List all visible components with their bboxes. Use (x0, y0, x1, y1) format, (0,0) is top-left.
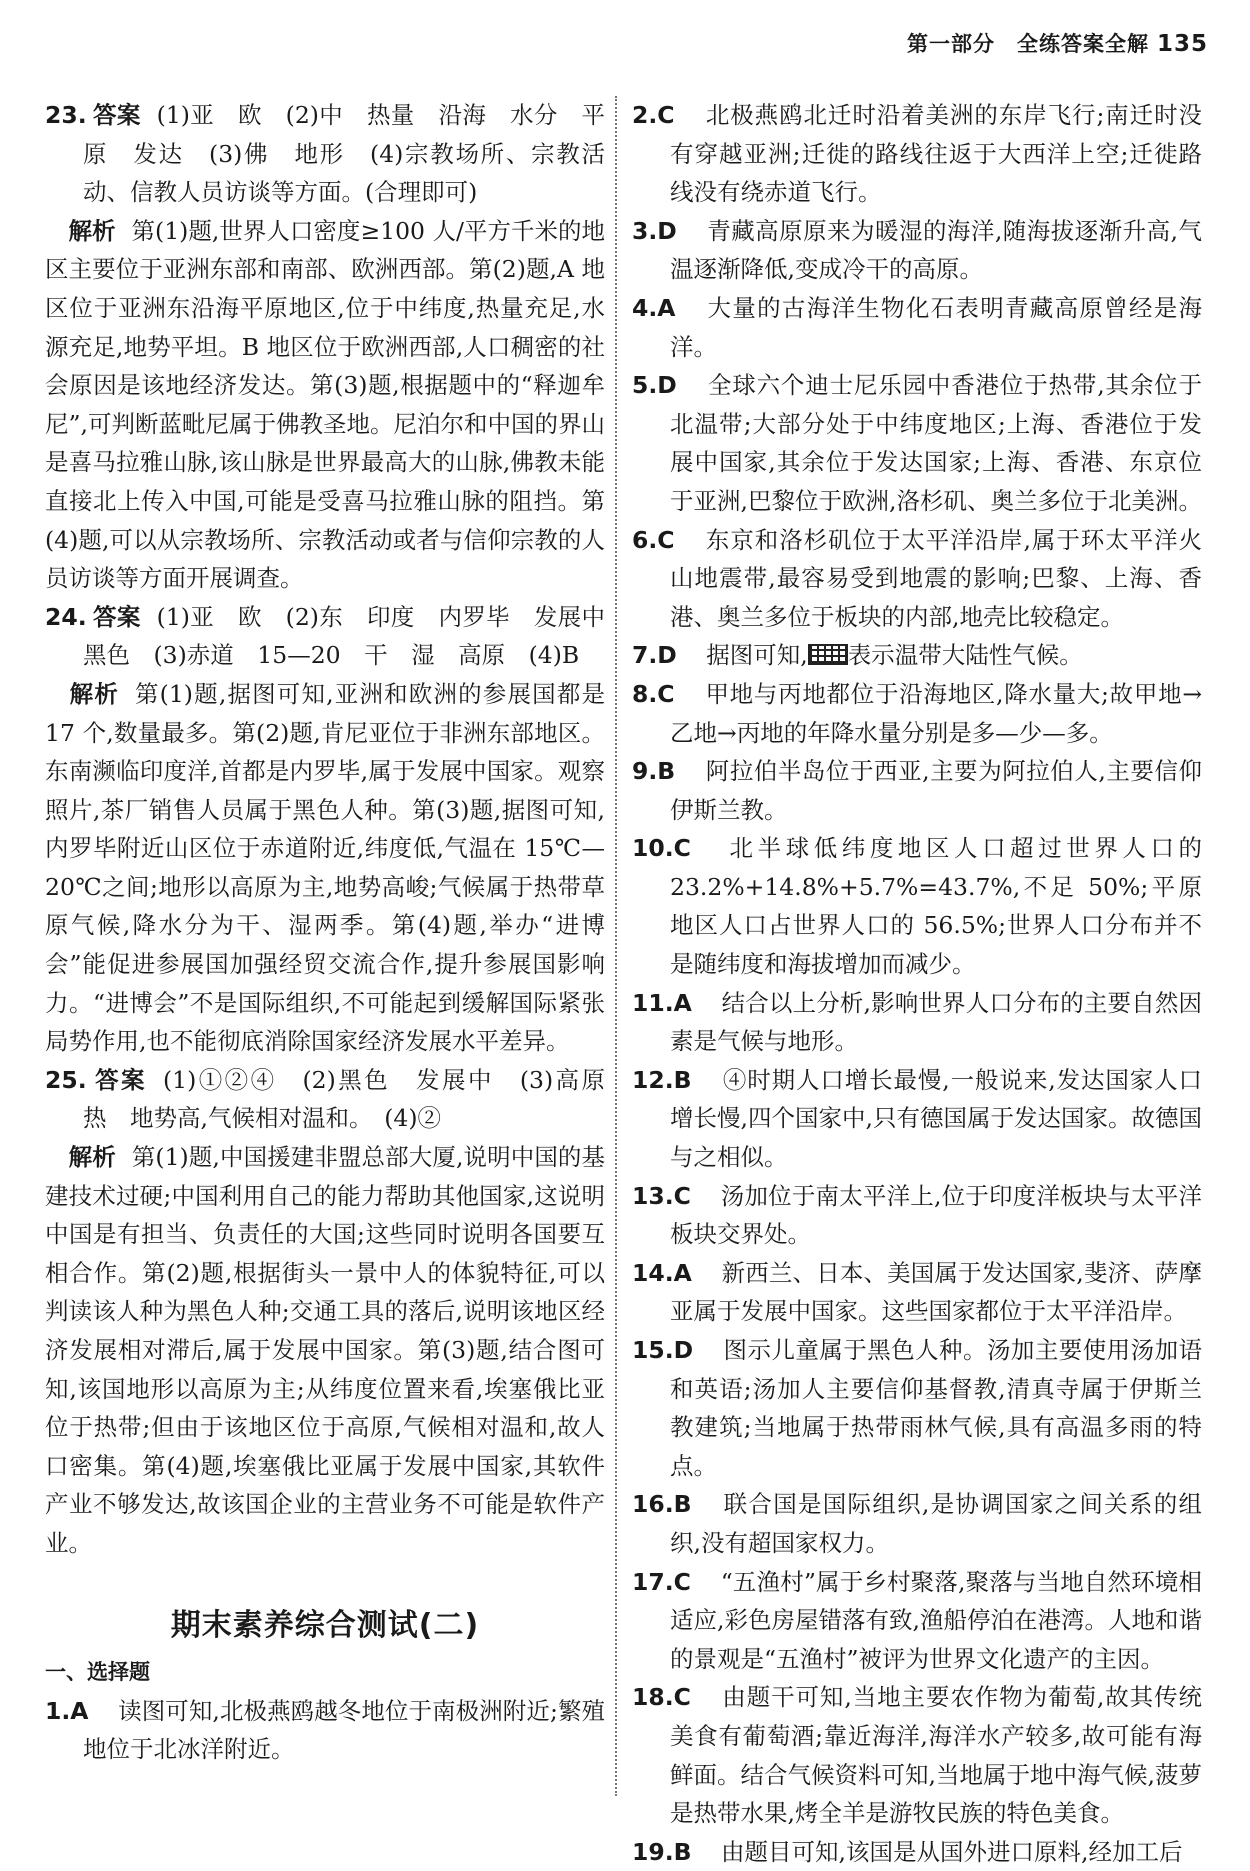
question-25 (45, 1061, 629, 1563)
q3-number: 3.D (632, 216, 677, 245)
page-header (907, 28, 1208, 58)
q4-number: 4.A (632, 293, 676, 322)
q19-text: 由题目可知,该国是从国外进口原料,经加工后 (721, 1837, 1183, 1866)
q24-analysis-label: 解析 (69, 679, 120, 708)
left-column (45, 96, 629, 1769)
q24-number: 24. (45, 602, 87, 631)
page-number: 135 (1156, 31, 1208, 57)
question-19 (632, 1833, 1202, 1871)
q18-number: 18.C (632, 1683, 691, 1712)
q23-answer (45, 96, 605, 212)
q9-text: 阿拉伯半岛位于西亚,主要为阿拉伯人,主要信仰伊斯兰教。 (670, 757, 1202, 824)
q23-answer-label: 答案 (92, 101, 141, 129)
q25-number: 25. (45, 1065, 87, 1094)
q10-number: 10.C (632, 834, 691, 863)
subsection-heading: 一、选择题 (45, 1660, 150, 1685)
q24-answer-text: (1)亚 欧 (2)东 印度 内罗毕 发展中 黑色 (3)赤道 15—20 干 湿 高原 (4)B (83, 602, 629, 670)
question-23 (45, 96, 605, 598)
q1-text: 读图可知,北极燕鸥越冬地位于南极洲附近;繁殖地位于北冰洋附近。 (83, 1696, 606, 1764)
q25-analysis-label: 解析 (68, 1143, 116, 1172)
q25-answer-text: (1)①②④ (2)黑色 发展中 (3)高原 热 地势高,气候相对温和。 (4)② (83, 1065, 629, 1133)
q24-answer-label: 答案 (92, 602, 141, 631)
q17-text: “五渔村”属于乡村聚落,聚落与当地自然环境相适应,彩色房屋错落有致,渔船停泊在港湾。人地和谐的景观是“五渔村”被评为世界文化遗产的主因。 (670, 1567, 1203, 1673)
q15-text: 图示儿童属于黑色人种。汤加主要使用汤加语和英语;汤加人主要信仰基督教,清真寺属于伊斯兰教建筑;当地属于热带雨林气候,具有高温多雨的特点。 (670, 1336, 1203, 1480)
column-divider (615, 96, 617, 1796)
q14-number: 14.A (632, 1258, 692, 1287)
q25-analysis (45, 1138, 605, 1563)
q6-text: 东京和洛杉矶位于太平洋沿岸,属于环太平洋火山地震带,最容易受到地震的影响;巴黎、上海、香港、奥兰多位于板块的内部,地壳比较稳定。 (670, 525, 1202, 631)
question-14 (632, 1254, 1202, 1331)
q17-number: 17.C (632, 1567, 691, 1596)
question-15 (632, 1331, 1202, 1485)
question-16 (632, 1485, 1202, 1562)
question-1 (45, 1692, 605, 1769)
q9-number: 9.B (632, 757, 676, 786)
question-2 (632, 96, 1202, 212)
question-17 (632, 1563, 1202, 1679)
q2-number: 2.C (632, 101, 675, 129)
q24-analysis (45, 675, 605, 1061)
q16-text: 联合国是国际组织,是协调国家之间关系的组织,没有超国家权力。 (670, 1490, 1202, 1557)
q10-text: 北半球低纬度地区人口超过世界人口的 23.2%+14.8%+5.7%=43.7%,不足 50%;平原地区人口占世界人口的 56.5%;世界人口分布并不是随纬度和海拔增加而减少。 (670, 834, 1203, 979)
q25-analysis-text: 第(1)题,中国援建非盟总部大厦,说明中国的基建技术过硬;中国利用自己的能力帮助其他国家,这说明中国是有担当、负责任的大国;这些同时说明各国要互相合作。第(2)题,根据街头一景中人的体貌特征,可以判读该人种为黑色人种;交通工具的落后,说明该地区经济发展相对滞后,属于发展中国家。第(3)题,结合图可知,该国地形以高原为主;从纬度位置来看,埃塞俄比亚位于热带;但由于该地区位于高原,气候相对温和,故人口密集。第(4)题,埃塞俄比亚属于发展中国家,其软件产业不够发达,故该国企业的主营业务不可能是软件产业。 (45, 1143, 606, 1557)
right-items-a (632, 96, 1202, 636)
q11-text: 结合以上分析,影响世界人口分布的主要自然因素是气候与地形。 (670, 988, 1202, 1056)
right-items-b (632, 675, 1202, 1871)
q24-answer (45, 598, 629, 675)
question-11 (632, 984, 1202, 1061)
q23-number: 23. (45, 101, 87, 129)
q18-text: 由题干可知,当地主要农作物为葡萄,故其传统美食有葡萄酒;靠近海洋,海洋水产较多,故可能有海鲜面。结合气候资料可知,当地属于地中海气候,菠萝是热带水果,烤全羊是游牧民族的特色美食。 (670, 1683, 1202, 1828)
question-5 (632, 366, 1202, 520)
q15-number: 15.D (632, 1336, 694, 1364)
q24-analysis-text: 第(1)题,据图可知,亚洲和欧洲的参展国都是 17 个,数量最多。第(2)题,肯尼亚位于非洲东部地区。东南濒临印度洋,首都是内罗毕,属于发展中国家。观察照片,茶厂销售人员属于黑色人种。第(3)题,据图可知,内罗毕附近山区位于赤道附近,纬度低,气温在 15℃—20℃之间;地形以高原为主,地势高峻;气候属于热带草原气候,降水分为干、湿两季。第(4)题,举办“进博会”能促进参展国加强经贸交流合作,提升参展国影响力。“进博会”不是国际组织,不可能起到缓解国际紧张局势作用,也不能彻底消除国家经济发展水平差异。 (45, 679, 605, 1056)
q2-text: 北极燕鸥北迁时沿着美洲的东岸飞行;南迁时没有穿越亚洲;迁徙的路线往返于大西洋上空;迁徙路线没有绕赤道飞行。 (670, 101, 1203, 207)
q6-number: 6.C (632, 525, 675, 554)
q1-number: 1.A (45, 1696, 89, 1725)
question-7 (632, 636, 1202, 675)
question-3 (632, 212, 1202, 289)
q8-text: 甲地与丙地都位于沿海地区,降水量大;故甲地→乙地→丙地的年降水量分别是多—少—多。 (670, 679, 1203, 747)
q12-text: ④时期人口增长最慢,一般说来,发达国家人口增长慢,四个国家中,只有德国属于发达国家。故德国与之相似。 (670, 1065, 1202, 1172)
q5-text: 全球六个迪士尼乐园中香港位于热带,其余位于北温带;大部分处于中纬度地区;上海、香港位于发展中国家,其余位于发达国家;上海、香港、东京位于亚洲,巴黎位于欧洲,洛杉矶、奥兰多位于北美洲。 (670, 371, 1202, 515)
question-9 (632, 752, 1202, 829)
q4-text: 大量的古海洋生物化石表明青藏高原曾经是海洋。 (670, 293, 1203, 361)
q5-number: 5.D (632, 371, 677, 400)
q16-number: 16.B (632, 1490, 692, 1519)
q23-analysis-text: 第(1)题,世界人口密度≥100 人/平方千米的地区主要位于亚洲东部和南部、欧洲西部。第(2)题,A 地区位于亚洲东沿海平原地区,位于中纬度,热量充足,水源充足,地势平坦。B 地区位于欧洲西部,人口稠密的社会原因是该地经济发达。第(3)题,根据题中的“释迦牟尼”,可判断蓝毗尼属于佛教圣地。尼泊尔和中国的界山是喜马拉雅山脉,该山脉是世界最高大的山脉,佛教未能直接北上传入中国,可能是受喜马拉雅山脉的阻挡。第(4)题,可以从宗教场所、宗教活动或者与信仰宗教的人员访谈等方面开展调查。 (45, 216, 605, 593)
q14-text: 新西兰、日本、美国属于发达国家,斐济、萨摩亚属于发展中国家。这些国家都位于太平洋沿岸。 (670, 1258, 1202, 1326)
q19-number: 19.B (632, 1837, 692, 1866)
section-title: 期末素养综合测试(二) (170, 1607, 480, 1643)
q13-text: 汤加位于南太平洋上,位于印度洋板块与太平洋板块交界处。 (670, 1181, 1202, 1249)
question-18 (632, 1678, 1202, 1832)
question-13 (632, 1177, 1202, 1254)
q7-number: 7.D (632, 641, 677, 670)
q23-analysis (45, 212, 605, 598)
temperate-continental-climate-symbol-icon (808, 644, 848, 665)
q13-number: 13.C (632, 1181, 691, 1210)
q23-analysis-label: 解析 (68, 216, 116, 245)
question-12 (632, 1061, 1202, 1177)
q23-answer-text: (1)亚 欧 (2)中 热量 沿海 水分 平原 发达 (3)佛 地形 (4)宗教场所、宗教活动、信教人员访谈等方面。(合理即可) (83, 101, 606, 207)
question-10 (632, 829, 1202, 983)
q7-text-after: 表示温带大陆性气候。 (847, 641, 1083, 670)
q12-number: 12.B (632, 1065, 692, 1094)
header-section: 第一部分 (906, 32, 995, 56)
question-6 (632, 521, 1202, 637)
q11-number: 11.A (632, 988, 692, 1017)
q7-text-before: 据图可知, (706, 641, 808, 670)
question-4 (632, 289, 1202, 366)
question-24 (45, 598, 629, 1061)
right-column (632, 96, 1202, 1871)
q25-answer-label: 答案 (92, 1065, 147, 1094)
q3-text: 青藏高原原来为暖湿的海洋,随海拔逐渐升高,气温逐渐降低,变成冷干的高原。 (670, 216, 1202, 284)
header-subtitle: 全练答案全解 (1016, 32, 1149, 56)
question-8 (632, 675, 1202, 752)
q25-answer (45, 1061, 629, 1138)
q8-number: 8.C (632, 679, 675, 708)
